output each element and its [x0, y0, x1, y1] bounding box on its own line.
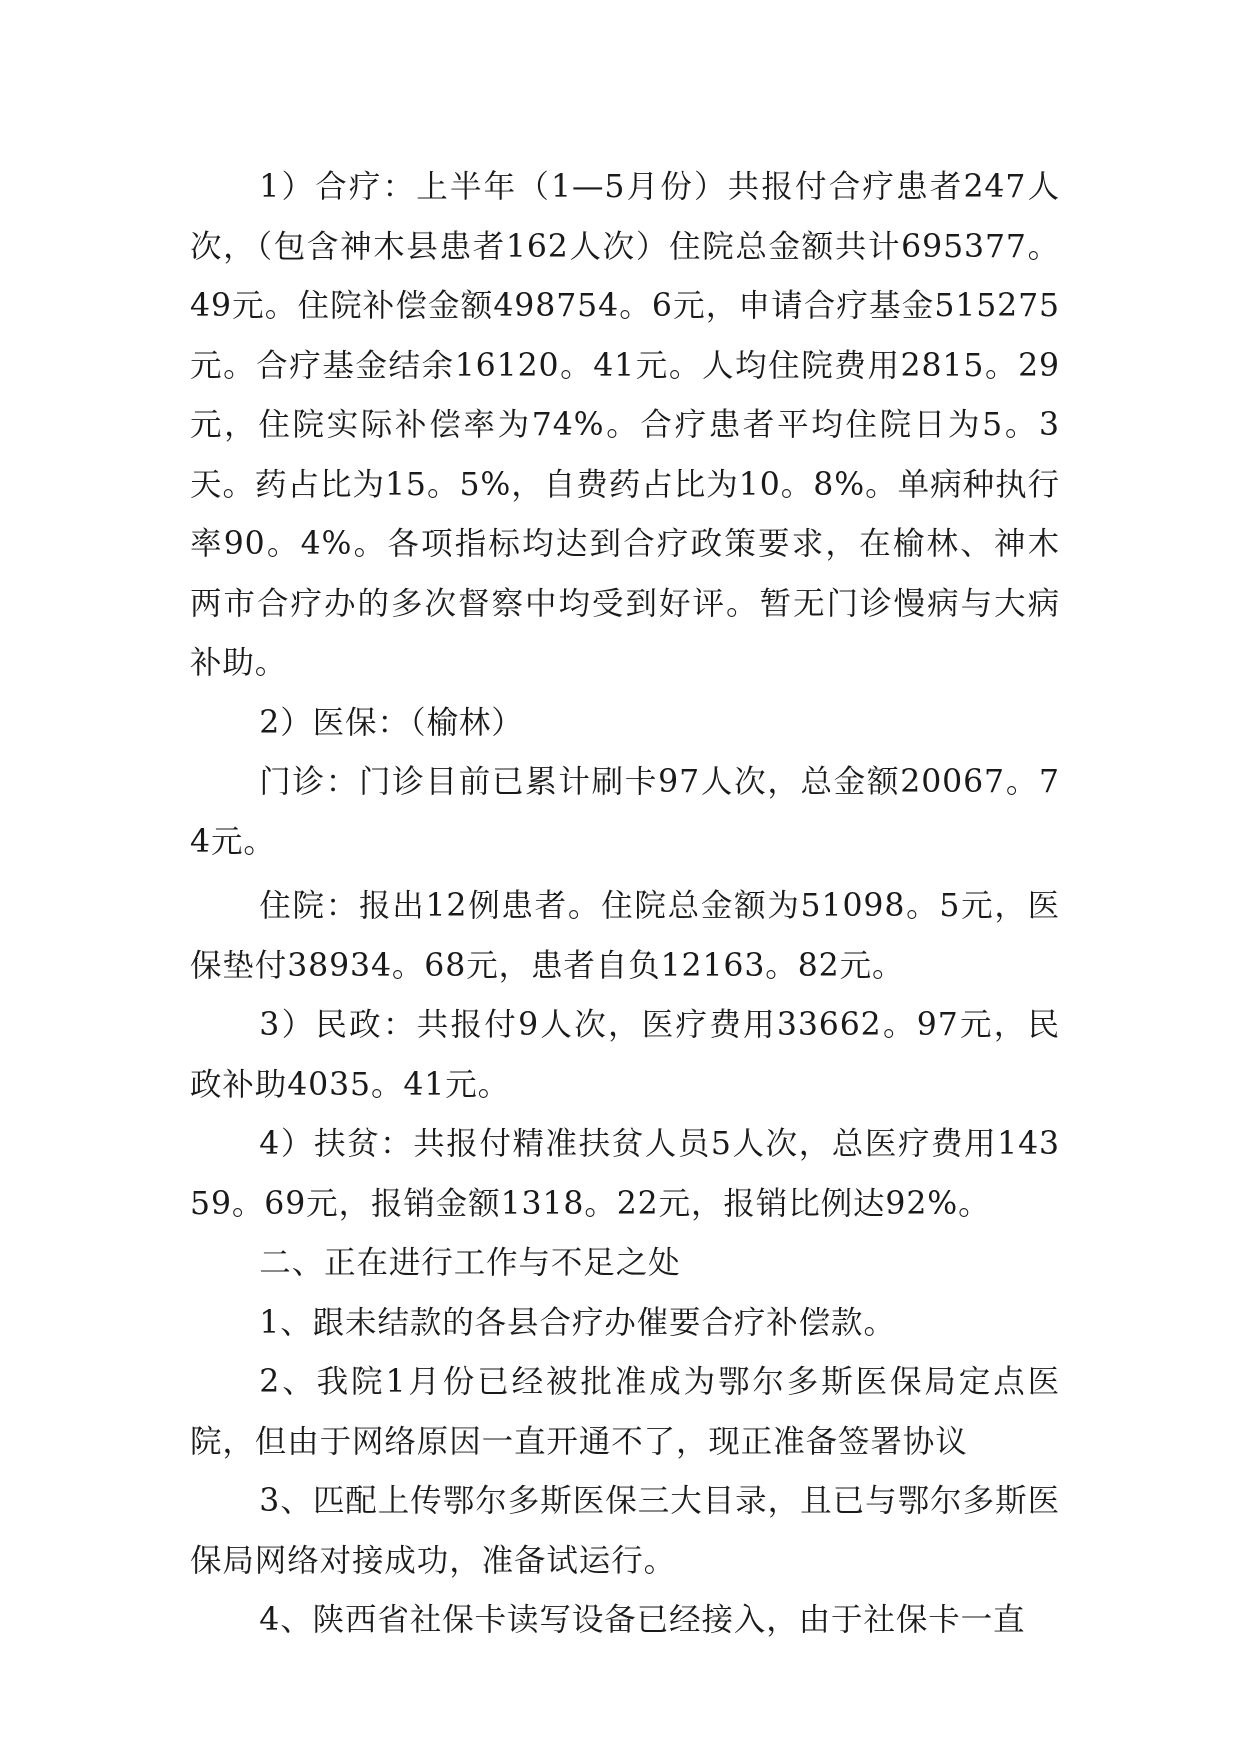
list-item-2: 2、我院1月份已经被批准成为鄂尔多斯医保局定点医院，但由于网络原因一直开通不了，现正准备签署协议 — [190, 1364, 1060, 1460]
paragraph-inpatient: 住院：报出12例患者。住院总金额为51098。5元，医保垫付38934。68元，患者自负12163。82元。 — [190, 888, 1060, 984]
paragraph-fupin: 4）扶贫：共报付精准扶贫人员5人次，总医疗费用14359。69元，报销金额1318。22元，报销比例达92%。 — [190, 1126, 1060, 1222]
paragraph-hezhen-summary: 1）合疗：上半年（1—5月份）共报付合疗患者247人次，（包含神木县患者162人次）住院总金额共计695377。49元。住院补偿金额498754。6元，申请合疗基金515275元。合疗基金结余16120。41元。人均住院费用2815。29元，住院实际补偿率为74%。合疗患者平均住院日为5。3天。药占比为15。5%，自费药占比为10。8%。单病种执行率90。4%。各项指标均达到合疗政策要求，在榆林、神木两市合疗办的多次督察中均受到好评。暂无门诊慢病与大病补助。 — [190, 169, 1060, 681]
list-item-3: 3、匹配上传鄂尔多斯医保三大目录，且已与鄂尔多斯医保局网络对接成功，准备试运行。 — [190, 1483, 1060, 1579]
list-item-4: 4、陕西省社保卡读写设备已经接入，由于社保卡一直 — [259, 1602, 1026, 1638]
list-item-1: 1、跟未结款的各县合疗办催要合疗补偿款。 — [259, 1304, 896, 1341]
paragraph-minzheng: 3）民政：共报付9人次，医疗费用33662。97元，民政补助4035。41元。 — [190, 1007, 1060, 1103]
paragraph-yibao-heading: 2）医保：（榆林） — [259, 704, 524, 741]
document-body — [190, 158, 1060, 1651]
section-heading-ongoing-work: 二、正在进行工作与不足之处 — [259, 1245, 681, 1281]
paragraph-outpatient: 门诊：门诊目前已累计刷卡97人次，总金额20067。74元。 — [190, 764, 1060, 860]
